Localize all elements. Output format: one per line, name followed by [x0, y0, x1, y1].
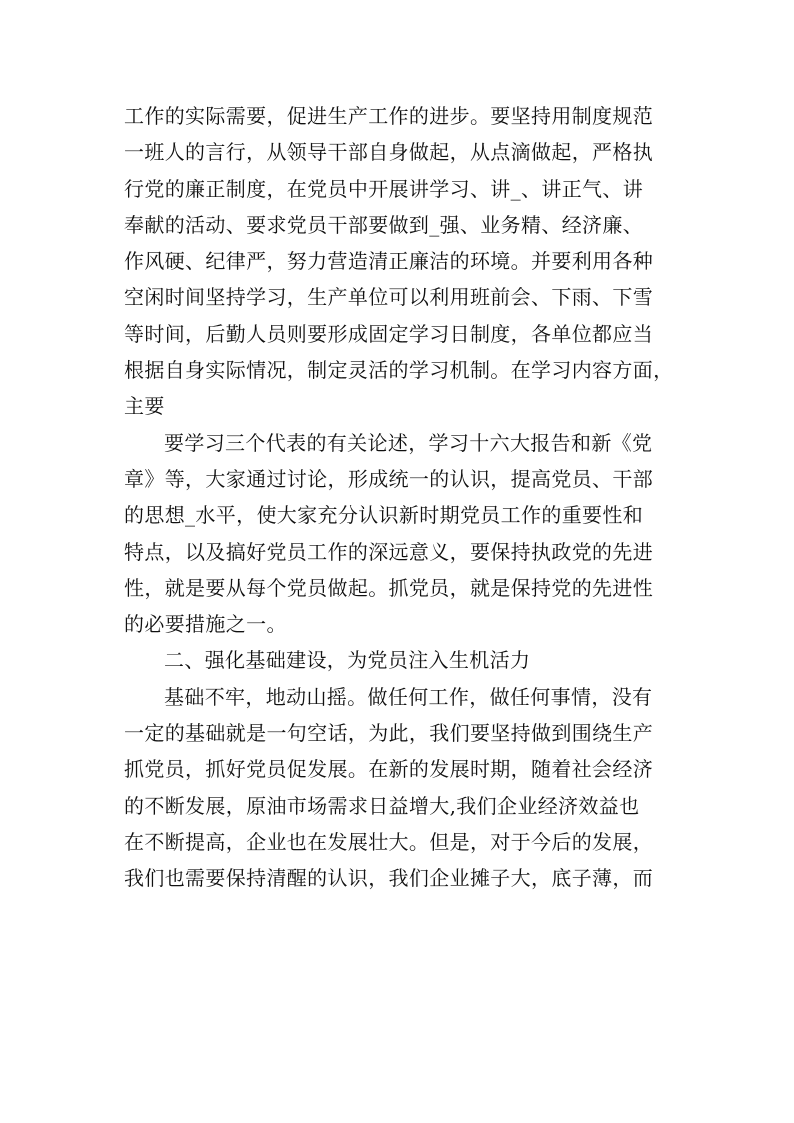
body-line: 等时间，后勤人员则要形成固定学习日制度，各单位都应当: [124, 321, 654, 346]
body-line: 工作的实际需要，促进生产工作的进步。要坚持用制度规范: [124, 104, 654, 128]
body-line: 我们也需要保持清醒的认识，我们企业摊子大，底子薄，而: [124, 866, 654, 891]
body-line: 的不断发展，原油市场需求日益增大,我们企业经济效益也: [124, 793, 640, 818]
body-line: 空闲时间坚持学习，生产单位可以利用班前会、下雨、下雪: [124, 285, 654, 310]
body-line: 抓党员，抓好党员促发展。在新的发展时期，随着社会经济: [124, 757, 654, 782]
body-line: 特点，以及搞好党员工作的深远意义，要保持执政党的先进: [124, 539, 654, 564]
body-line: 根据自身实际情况，制定灵活的学习机制。在学习内容方面，: [124, 358, 674, 383]
body-line: 一定的基础就是一句空话，为此，我们要坚持做到围绕生产: [124, 721, 654, 746]
section-heading: 二、强化基础建设，为党员注入生机活力: [164, 648, 531, 673]
body-line: 在不断提高，企业也在发展壮大。但是，对于今后的发展，: [124, 829, 654, 854]
body-line: 奉献的活动、要求党员干部要做到_强、业务精、经济廉、: [124, 212, 644, 237]
body-line: 的思想_水平，使大家充分认识新时期党员工作的重要性和: [124, 503, 644, 528]
body-line: 行党的廉正制度，在党员中开展讲学习、讲_、讲正气、讲: [124, 176, 644, 201]
body-line: 作风硬、纪律严，努力营造清正廉洁的环境。并要利用各种: [124, 249, 654, 274]
body-line: 的必要措施之一。: [124, 612, 287, 637]
body-line: 一班人的言行，从领导干部自身做起，从点滴做起，严格执: [124, 140, 654, 165]
body-line: 章》等，大家通过讨论，形成统一的认识，提高党员、干部: [124, 466, 654, 491]
body-line: 主要: [124, 394, 165, 419]
document-body: [124, 98, 684, 897]
paragraph-first-line: 要学习三个代表的有关论述，学习十六大报告和新《党: [164, 430, 653, 455]
body-line: 性，就是要从每个党员做起。抓党员，就是保持党的先进性: [124, 575, 654, 600]
paragraph-first-line: 基础不牢，地动山摇。做任何工作，做任何事情，没有: [164, 684, 653, 709]
